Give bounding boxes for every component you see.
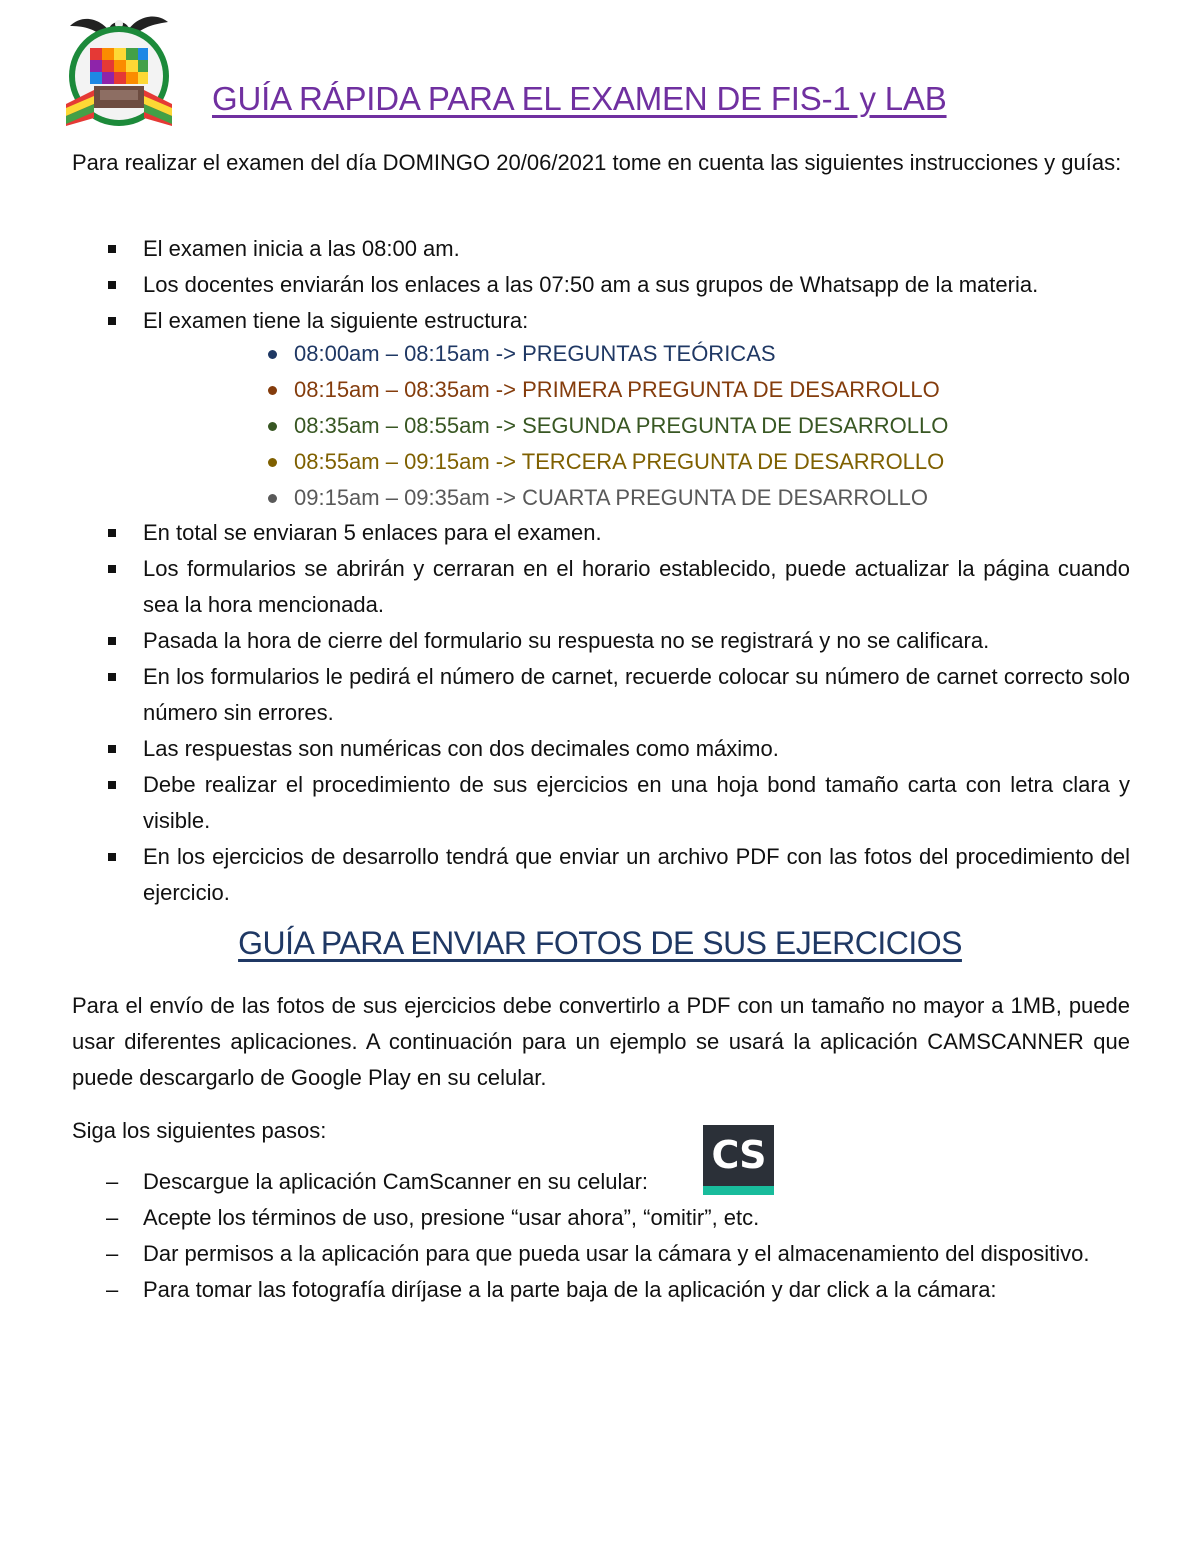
university-seal-logo bbox=[60, 8, 178, 130]
list-item: Pasada la hora de cierre del formulario su respuesta no se registrará y no se calificara. bbox=[72, 623, 1130, 659]
list-item: Debe realizar el procedimiento de sus ejercicios en una hoja bond tamaño carta con letra clara y visible. bbox=[72, 767, 1130, 839]
camscanner-logo-bar bbox=[703, 1186, 774, 1195]
schedule-item: 08:55am – 09:15am -> TERCERA PREGUNTA DE DESARROLLO bbox=[264, 444, 948, 480]
intro-paragraph: Para realizar el examen del día DOMINGO 20/06/2021 tome en cuenta las siguientes instrucciones y guías: bbox=[72, 150, 1122, 175]
circle-bullet-icon bbox=[268, 386, 277, 395]
dash-bullet-icon: – bbox=[106, 1277, 119, 1302]
square-bullet-icon bbox=[108, 281, 116, 289]
square-bullet-icon bbox=[108, 673, 116, 681]
step-item: – Dar permisos a la aplicación para que pueda usar la cámara y el almacenamiento del dispositivo. bbox=[72, 1236, 1130, 1272]
square-bullet-icon bbox=[108, 317, 116, 325]
square-bullet-icon bbox=[108, 853, 116, 861]
step-item: – Para tomar las fotografía diríjase a la parte baja de la aplicación y dar click a la cámara: bbox=[72, 1272, 1130, 1308]
instruction-list-top bbox=[72, 231, 1130, 339]
steps-list bbox=[72, 1164, 1130, 1308]
list-item: En los ejercicios de desarrollo tendrá que enviar un archivo PDF con las fotos del procedimiento del ejercicio. bbox=[72, 839, 1130, 911]
schedule-item: 08:15am – 08:35am -> PRIMERA PREGUNTA DE DESARROLLO bbox=[264, 372, 948, 408]
square-bullet-icon bbox=[108, 745, 116, 753]
list-item: Las respuestas son numéricas con dos decimales como máximo. bbox=[72, 731, 1130, 767]
circle-bullet-icon bbox=[268, 458, 277, 467]
square-bullet-icon bbox=[108, 781, 116, 789]
circle-bullet-icon bbox=[268, 494, 277, 503]
camscanner-logo-icon bbox=[703, 1125, 774, 1195]
section-paragraph: Para el envío de las fotos de sus ejercicios debe convertirlo a PDF con un tamaño no mayor a 1MB, puede usar diferentes aplicaciones. A continuación para un ejemplo se usará la aplicación CAMSCANNER que puede descargarlo de Google Play en su celular. bbox=[72, 993, 1130, 1090]
list-item: En total se enviaran 5 enlaces para el examen. bbox=[72, 515, 1130, 551]
instruction-list-bottom bbox=[72, 515, 1130, 911]
circle-bullet-icon bbox=[268, 422, 277, 431]
list-item: El examen inicia a las 08:00 am. bbox=[72, 231, 1130, 267]
steps-intro: Siga los siguientes pasos: bbox=[72, 1118, 327, 1143]
square-bullet-icon bbox=[108, 637, 116, 645]
list-item: El examen tiene la siguiente estructura: bbox=[72, 303, 1130, 339]
list-item: Los docentes enviarán los enlaces a las 07:50 am a sus grupos de Whatsapp de la materia. bbox=[72, 267, 1130, 303]
square-bullet-icon bbox=[108, 565, 116, 573]
square-bullet-icon bbox=[108, 529, 116, 537]
schedule-item: 08:00am – 08:15am -> PREGUNTAS TEÓRICAS bbox=[264, 336, 948, 372]
list-item: Los formularios se abrirán y cerraran en el horario establecido, puede actualizar la página cuando sea la hora mencionada. bbox=[72, 551, 1130, 623]
step-item: – Descargue la aplicación CamScanner en su celular: bbox=[72, 1164, 1130, 1200]
schedule-item: 09:15am – 09:35am -> CUARTA PREGUNTA DE DESARROLLO bbox=[264, 480, 948, 516]
step-item: – Acepte los términos de uso, presione “usar ahora”, “omitir”, etc. bbox=[72, 1200, 1130, 1236]
page-title: GUÍA RÁPIDA PARA EL EXAMEN DE FIS-1 y LAB bbox=[212, 80, 947, 117]
section-title: GUÍA PARA ENVIAR FOTOS DE SUS EJERCICIOS bbox=[238, 925, 962, 961]
schedule-item: 08:35am – 08:55am -> SEGUNDA PREGUNTA DE DESARROLLO bbox=[264, 408, 948, 444]
square-bullet-icon bbox=[108, 245, 116, 253]
dash-bullet-icon: – bbox=[106, 1169, 119, 1194]
list-item: En los formularios le pedirá el número de carnet, recuerde colocar su número de carnet correcto solo número sin errores. bbox=[72, 659, 1130, 731]
camscanner-logo-text: CS bbox=[711, 1133, 766, 1177]
schedule-list bbox=[264, 336, 948, 516]
circle-bullet-icon bbox=[268, 350, 277, 359]
dash-bullet-icon: – bbox=[106, 1205, 119, 1230]
dash-bullet-icon: – bbox=[106, 1241, 119, 1266]
